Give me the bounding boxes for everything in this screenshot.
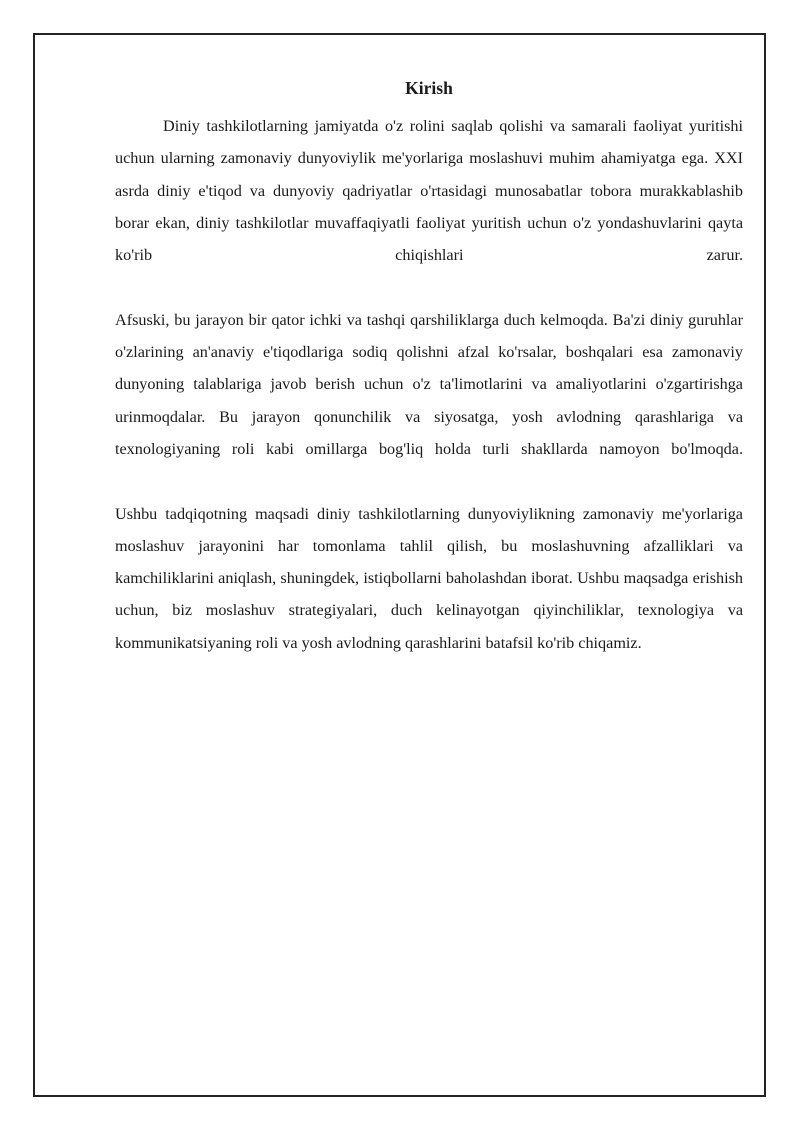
- document-title: Kirish: [405, 78, 453, 98]
- paragraph-spacer: [115, 271, 743, 303]
- paragraph-intro: Diniy tashkilotlarning jamiyatda o'z rolini saqlab qolishi va samarali faoliyat yuritishi uchun ularning zamonaviy dunyoviylik me'yorlariga moslashuvi muhim ahamiyatga ega. XXI asrda diniy e'tiqod va dunyoviy qadriyatlar o'rtasidagi munosabatlar tobora murakkablashib borar ekan, diniy tashkilotlar muvaffaqiyatli faoliyat yuritish uchun o'z yondashuvlarini qayta ko'rib chiqishlari zarur.: [115, 117, 743, 265]
- paragraph-spacer: [115, 465, 743, 497]
- paragraph-purpose: Ushbu tadqiqotning maqsadi diniy tashkilotlarning dunyoviylikning zamonaviy me'yorlariga moslashuv jarayonini har tomonlama tahlil qilish, bu moslashuvning afzalliklari va kamchiliklarini aniqlash, shuningdek, istiqbollarni baholashdan iborat. Ushbu maqsadga erishish uchun, biz moslashuv strategiyalari, duch kelinayotgan qiyinchiliklar, texnologiya va kommunikatsiyaning roli va yosh avlodning qarashlarini batafsil ko'rib chiqamiz.: [115, 504, 743, 652]
- document-body: [115, 76, 743, 659]
- paragraph-challenges: Afsuski, bu jarayon bir qator ichki va tashqi qarshiliklarga duch kelmoqda. Ba'zi diniy guruhlar o'zlarining an'anaviy e'tiqodlariga sodiq qolishni afzal ko'rsalar, boshqalari esa zamonaviy dunyoning talablariga javob berish uchun o'z ta'limotlarini va amaliyotlarini o'zgartirishga urinmoqdalar. Bu jarayon qonunchilik va siyosatga, yosh avlodning qarashlariga va texnologiyaning roli kabi omillarga bog'liq holda turli shakllarda namoyon bo'lmoqda.: [115, 310, 743, 458]
